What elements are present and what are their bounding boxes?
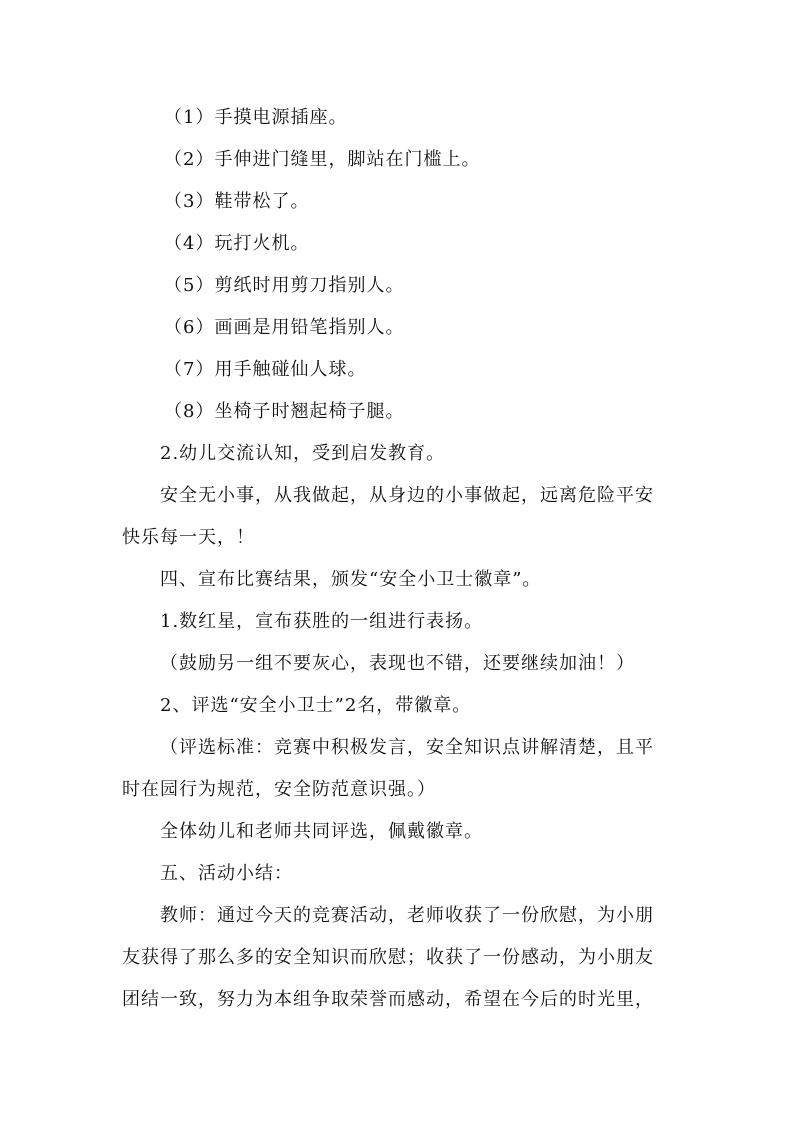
body-line: （评选标准：竞赛中积极发言，安全知识点讲解清楚，且平 xyxy=(160,737,654,758)
body-line: （鼓励另一组不要灰心，表现也不错，还要继续加油！） xyxy=(160,653,635,674)
body-line: 快乐每一天，！ xyxy=(122,527,255,548)
subheading-select: 2、评选“安全小卫士”2名，带徽章。 xyxy=(160,695,472,716)
list-item-1: （1）手摸电源插座。 xyxy=(164,107,348,128)
list-item-7: （7）用手触碰仙人球。 xyxy=(164,359,367,380)
subheading-exchange: 2.幼儿交流认知，受到启发教育。 xyxy=(160,443,446,464)
body-line: 教师：通过今天的竞赛活动，老师收获了一份欣慰，为小朋 xyxy=(160,905,654,926)
list-item-3: （3）鞋带松了。 xyxy=(164,191,310,212)
list-item-5: （5）剪纸时用剪刀指别人。 xyxy=(164,275,405,296)
section-heading-4: 四、宣布比赛结果，颁发“安全小卫士徽章”。 xyxy=(160,569,542,590)
list-item-8: （8）坐椅子时翘起椅子腿。 xyxy=(164,401,405,422)
body-line: 团结一致，努力为本组争取荣誉而感动，希望在今后的时光里， xyxy=(122,989,654,1010)
list-item-6: （6）画画是用铅笔指别人。 xyxy=(164,317,405,338)
section-heading-5: 五、活动小结： xyxy=(160,863,293,884)
body-line: 全体幼儿和老师共同评选，佩戴徽章。 xyxy=(160,821,483,842)
subheading-count-stars: 1.数红星，宣布获胜的一组进行表扬。 xyxy=(160,611,484,632)
body-line: 安全无小事，从我做起，从身边的小事做起，远离危险平安 xyxy=(160,485,654,506)
list-item-4: （4）玩打火机。 xyxy=(164,233,310,254)
list-item-2: （2）手伸进门缝里，脚站在门槛上。 xyxy=(164,149,481,170)
body-line: 友获得了那么多的安全知识而欣慰；收获了一份感动，为小朋友 xyxy=(122,947,654,968)
body-line: 时在园行为规范，安全防范意识强。） xyxy=(122,779,436,800)
